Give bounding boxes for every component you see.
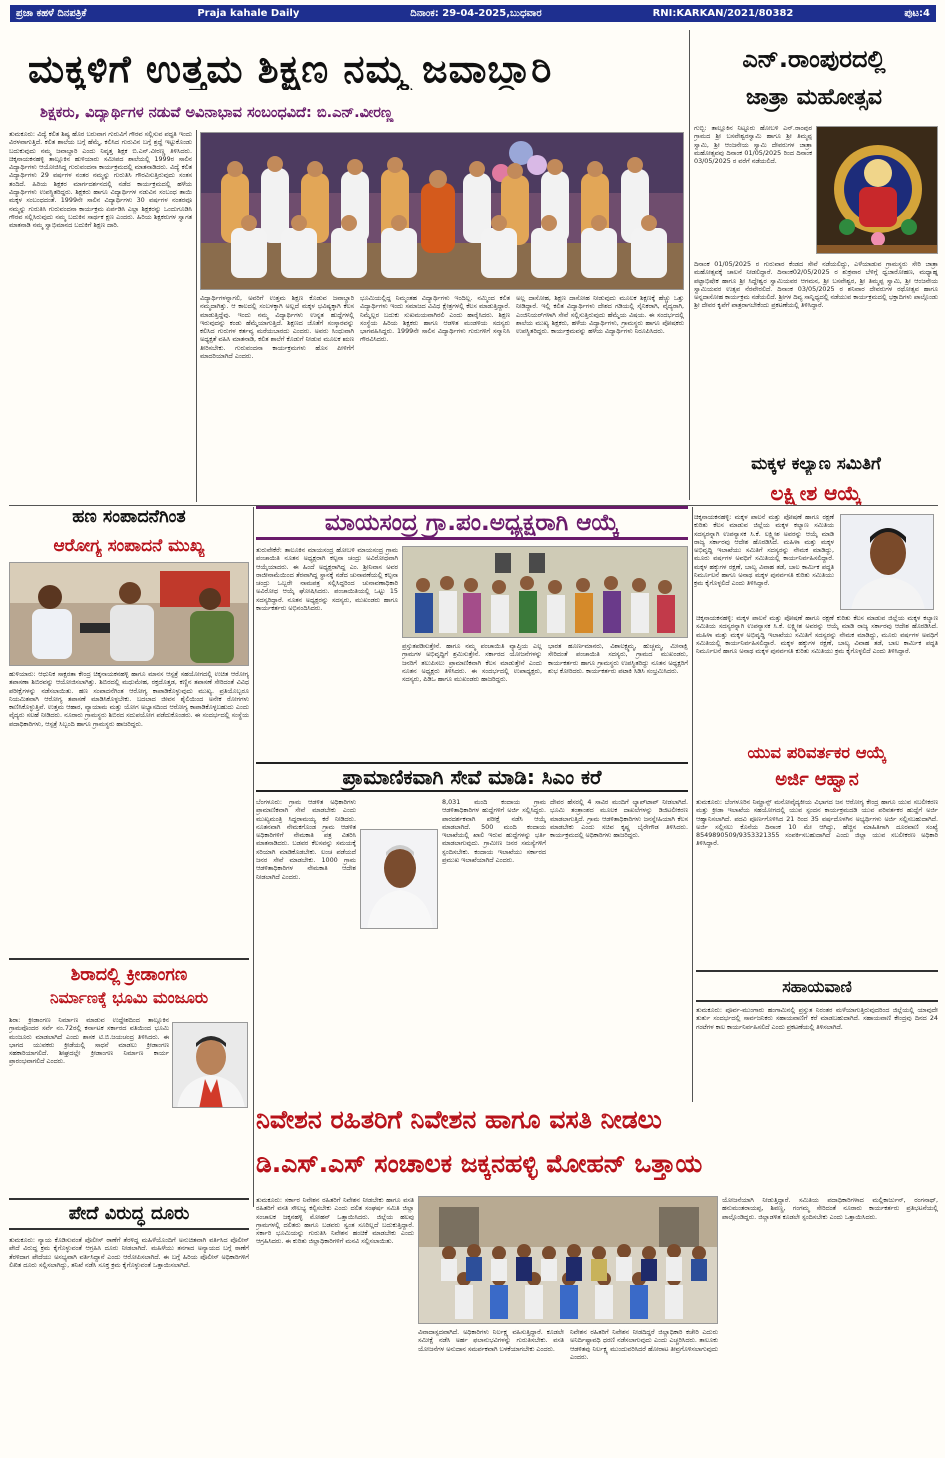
lead-group-photo [200, 132, 684, 290]
dss-column-4: ಯೋಜನೆಯಾಗಿ ನೀಡುತ್ತಿದ್ದಾರೆ. ಸಮಿತಿಯ ಪದಾಧಿಕಾರಿಗಳಾದ ಮಲ್ಲಿಕಾರ್ಜುನ್, ರಂಗನಾಥ್, ಹನುಮಂತರಾಯಪ್ಪ, ಶಿವಣ್ಣ, ಗಂಗಮ್ಮ ಸೇರಿದಂತೆ ನೂರಾರು ಕಾರ್ಯಕರ್ತರು ಪ್ರತಿಭಟನೆಯಲ್ಲಿ ಪಾಲ್ಗೊಂಡಿದ್ದರು. ಜಿಲ್ಲಾಡಳಿತ ಕೂಡಲೇ ಸ್ಪಂದಿಸಬೇಕು ಎಂದು ಒತ್ತಾಯಿಸಿದರು. [722, 1196, 938, 1221]
mayasandra-column-1: ತುರುವೇಕೆರೆ: ತಾಲೂಕಿನ ಮಾಯಸಂದ್ರ ಹೋಬಳಿ ಮಾಯಸಂದ್ರ ಗ್ರಾಮ ಪಂಚಾಯಿತಿ ನೂತನ ಅಧ್ಯಕ್ಷರಾಗಿ ಕಲ್ಪನಾ ಚಂದ್ರು ಅವಿರೋಧವಾಗಿ ಆಯ್ಕೆಯಾದರು. ಈ ಹಿಂದೆ ಅಧ್ಯಕ್ಷರಾಗಿದ್ದ ಎಂ. ಶ್ರೀನಿವಾಸ ಅವರ ರಾಜೀನಾಮೆಯಿಂದ ತೆರವಾಗಿದ್ದ ಸ್ಥಾನಕ್ಕೆ ನಡೆದ ಚುನಾವಣೆಯಲ್ಲಿ ಕಲ್ಪನಾ ಚಂದ್ರು ಒಬ್ಬರೇ ನಾಮಪತ್ರ ಸಲ್ಲಿಸಿದ್ದರಿಂದ ಚುನಾವಣಾಧಿಕಾರಿ ಅವಿರೋಧ ಆಯ್ಕೆ ಘೋಷಿಸಿದರು. ಪಂಚಾಯಿತಿಯಲ್ಲಿ ಒಟ್ಟು 15 ಸದಸ್ಯರಿದ್ದಾರೆ. ನೂತನ ಅಧ್ಯಕ್ಷರನ್ನು ಸದಸ್ಯರು, ಮುಖಂಡರು ಹಾಗೂ ಕಾರ್ಯಕರ್ತರು ಅಭಿನಂದಿಸಿದರು. [256, 546, 398, 613]
lead-column-3: ಭೂಮಿಯಲ್ಲಿದ್ದ ನಿಮ್ಮಂತಹ ವಿದ್ಯಾರ್ಥಿಗಳು ಇಂದಿಲ್ಲ. ನಮ್ಮಿಂದ ಕಲಿತ ವಿದ್ಯಾರ್ಥಿಗಳು ಇಂದು ಸಮಾಜದ ವಿವಿಧ ಕ್ಷೇತ್ರಗಳಲ್ಲಿ ಕೆಲಸ ಮಾಡುತ್ತಿದ್ದಾರೆ. ನಿಮ್ಮೆಲ್ಲರ ಬದುಕು ಸುಖಮಯವಾಗಿರಲಿ ಎಂದು ಹಾರೈಸಿದರು. ಶಿಕ್ಷಣ ಸಂಸ್ಥೆಯ ಹಿರಿಯ ಶಿಕ್ಷಕರು ಹಾಗೂ ಆಡಳಿತ ಮಂಡಳಿಯ ಸದಸ್ಯರು ಭಾಗವಹಿಸಿದ್ದರು. 1999ನೇ ಸಾಲಿನ ವಿದ್ಯಾರ್ಥಿಗಳು ಗುರುಗಳಿಗೆ ಸನ್ಮಾನಿಸಿ ಗೌರವಿಸಿದರು. [360, 294, 510, 344]
masthead-date: ದಿನಾಂಕ: 29-04-2025,ಬುಧವಾರ [410, 8, 542, 19]
makkala-title-line2: ಲಕ್ಷ್ಮೀಶ ಆಯ್ಕೆ [770, 481, 862, 505]
cm-column-3: ದೇವರ ಹೆಸರಲ್ಲಿ 4 ಸಾವಿರ ಮಂದಿಗೆ ಲ್ಯಾಪ್‌ಟಾಪ್ ನೀಡಲಾಗಿದೆ. ಭೂಮಿ ತಂತ್ರಾಂಶದ ಮೂಲಕ ದಾಖಲೆಗಳನ್ನು ಡಿಜಿಟಲೀಕರಣ ಮಾಡಲಾಗುತ್ತಿದೆ. ಗ್ರಾಮ ಆಡಳಿತಾಧಿಕಾರಿಗಳು ಜನಸ್ನೇಹಿಯಾಗಿ ಕೆಲಸ ಮಾಡಬೇಕು ಎಂದು ಸಚಿವ ಕೃಷ್ಣ ಬೈರೇಗೌಡ ತಿಳಿಸಿದರು. ಕಾರ್ಯಕ್ರಮದಲ್ಲಿ ಅಧಿಕಾರಿಗಳು ಹಾಜರಿದ್ದರು. [550, 798, 688, 840]
makkala-body-top: ಚಿಕ್ಕನಾಯಕನಹಳ್ಳಿ: ಮಕ್ಕಳ ಪಾಲನೆ ಮತ್ತು ಪೋಷಣೆ ಹಾಗೂ ರಕ್ಷಣೆ ಕುರಿತು ಕೆಲಸ ಮಾಡುವ ಜಿಲ್ಲೆಯ ಮಕ್ಕಳ ಕಲ್ಯಾಣ ಸಮಿತಿಯ ಸದಸ್ಯರನ್ನಾಗಿ ಉಪನ್ಯಾಸಕ ಸಿ.ಕೆ. ಲಕ್ಷ್ಮೀಶ ಅವರನ್ನು ಆಯ್ಕೆ ಮಾಡಿ ರಾಜ್ಯ ಸರ್ಕಾರವು ಆದೇಶ ಹೊರಡಿಸಿದೆ. ಮಹಿಳಾ ಮತ್ತು ಮಕ್ಕಳ ಅಭಿವೃದ್ಧಿ ಇಲಾಖೆಯು ಸಮಿತಿಗೆ ಸದಸ್ಯರನ್ನು ನೇಮಕ ಮಾಡಿದ್ದು, ಮೂರು ವರ್ಷಗಳ ಅವಧಿಗೆ ಸಮಿತಿಯಲ್ಲಿ ಕಾರ್ಯನಿರ್ವಹಿಸಲಿದ್ದಾರೆ. ಮಕ್ಕಳ ಹಕ್ಕುಗಳ ರಕ್ಷಣೆ, ಬಾಲ್ಯ ವಿವಾಹ ತಡೆ, ಬಾಲ ಕಾರ್ಮಿಕ ಪದ್ಧತಿ ನಿರ್ಮೂಲನೆ ಹಾಗೂ ಅನಾಥ ಮಕ್ಕಳ ಪುನರ್ವಸತಿ ಕುರಿತು ಸಮಿತಿಯು ಕ್ರಮ ಕೈಗೊಳ್ಳಲಿದೆ ಎಂದು ತಿಳಿಸಿದ್ದಾರೆ. [694, 513, 834, 588]
yuva-title-line2: ಅರ್ಜಿ ಆಹ್ವಾನ [775, 769, 859, 790]
hana-title-line1: ಹಣ ಸಂಪಾದನೆಗಿಂತ [72, 507, 186, 527]
shira-title-line1: ಶಿರಾದಲ್ಲಿ ಕ್ರೀಡಾಂಗಣ [9, 958, 249, 988]
jathre-deity-photo [816, 126, 938, 254]
shira-title-line2: ನಿರ್ಮಾಣಕ್ಕೆ ಭೂಮಿ ಮಂಜೂರು [49, 989, 209, 1007]
lead-subhead: ಶಿಕ್ಷಕರು, ವಿದ್ಯಾರ್ಥಿಗಳ ನಡುವೆ ಅವಿನಾಭಾವ ಸಂಬಂಧವಿದೆ: ಬಿ.ಎನ್.ವೀರಣ್ಣ [40, 105, 394, 121]
lead-headline: ಮಕ್ಕಳಿಗೆ ಉತ್ತಮ ಶಿಕ್ಷಣ ನಮ್ಮ ಜವಾಬ್ದಾರಿ [28, 48, 553, 90]
dss-column-3: ನಿವೇಶನ ರಹಿತರಿಗೆ ನಿವೇಶನ ನೀಡದಿದ್ದರೆ ಜಿಲ್ಲಾಧಿಕಾರಿ ಕಚೇರಿ ಎದುರು ಅನಿರ್ದಿಷ್ಟಾವಧಿ ಧರಣಿ ನಡೆಸಲಾಗುವುದು ಎಂದು ಎಚ್ಚರಿಸಿದರು. ತಾಲೂಕು ಆಡಳಿತವು ನಿರ್ಲಕ್ಷ್ಯ ಮುಂದುವರಿಸಿದರೆ ಹೋರಾಟ ತೀವ್ರಗೊಳಿಸಲಾಗುವುದು ಎಂದರು. [570, 1328, 718, 1361]
makkala-title-line1: ಮಕ್ಕಳ ಕಲ್ಯಾಣ ಸಮಿತಿಗೆ [751, 454, 881, 474]
health-camp-photo [9, 562, 249, 666]
sahaya-body: ತುಮಕೂರು: ಪೂರ್ವ-ಮುಂಗಾರು ಹಂಗಾಮಿನಲ್ಲಿ ಪ್ರಸ್ತುತ ನಿರಂತರ ಮಳೆಯಾಗುತ್ತಿರುವುದರಿಂದ ಜಿಲ್ಲೆಯಲ್ಲಿ ಯಾವುದೇ ತುರ್ತು ಸಂದರ್ಭದಲ್ಲಿ ಸಾರ್ವಜನಿಕರು ಸಹಾಯವಾಣಿಗೆ ಕರೆ ಮಾಡಬಹುದಾಗಿದೆ. ಸಹಾಯವಾಣಿ ಕೇಂದ್ರವು ದಿನದ 24 ಗಂಟೆಗಳ ಕಾಲ ಕಾರ್ಯನಿರ್ವಹಿಸಲಿದೆ ಎಂದು ಪ್ರಕಟಣೆಯಲ್ಲಿ ತಿಳಿಸಲಾಗಿದೆ. [696, 1006, 938, 1031]
masthead-page: ಪುಟ:4 [904, 8, 930, 19]
lead-column-2: ವಿದ್ಯಾರ್ಥಿಗಳನ್ನಾಗಲಿ, ಅವರಿಗೆ ಉತ್ತಮ ಶಿಕ್ಷಣ ಕೊಡುವ ಜವಾಬ್ದಾರಿ ನಮ್ಮದಾಗಿತ್ತು. ಆ ಕಾಲದಲ್ಲಿ ಸಂಬಳಕ್ಕಾಗಿ ಅಲ್ಲದೆ ಮಕ್ಕಳ ಭವಿಷ್ಯಕ್ಕಾಗಿ ಕೆಲಸ ಮಾಡುತ್ತಿದ್ದೆವು. ಇಂದು ನಮ್ಮ ವಿದ್ಯಾರ್ಥಿಗಳು ಉನ್ನತ ಹುದ್ದೆಗಳಲ್ಲಿ ಇರುವುದನ್ನು ಕಂಡು ಹೆಮ್ಮೆಯಾಗುತ್ತಿದೆ. ಶಿಕ್ಷಣದ ಜೊತೆಗೆ ಸಂಸ್ಕಾರವನ್ನು ಕಲಿಸಿದ ಗುರುಗಳ ಕರ್ತವ್ಯ ಮರೆಯಬಾರದು ಎಂದರು. ಅವರು ಸಿಂಧುವಾಗಿ ಅಧ್ಯಕ್ಷತೆ ವಹಿಸಿ ಮಾತನಾಡಿ, ಕಲಿತ ಶಾಲೆಗೆ ಕೊಡುಗೆ ನೀಡುವ ಮೂಲಕ ಋಣ ತೀರಿಸಬೇಕು. ಗುರುವಂದನಾ ಕಾರ್ಯಕ್ರಮಗಳು ಹೊಸ ಪೀಳಿಗೆಗೆ ಮಾದರಿಯಾಗಿದೆ ಎಂದರು. [200, 294, 354, 361]
makkala-body-continued: ಚಿಕ್ಕನಾಯಕನಹಳ್ಳಿ: ಮಕ್ಕಳ ಪಾಲನೆ ಮತ್ತು ಪೋಷಣೆ ಹಾಗೂ ರಕ್ಷಣೆ ಕುರಿತು ಕೆಲಸ ಮಾಡುವ ಜಿಲ್ಲೆಯ ಮಕ್ಕಳ ಕಲ್ಯಾಣ ಸಮಿತಿಯ ಸದಸ್ಯರನ್ನಾಗಿ ಉಪನ್ಯಾಸಕ ಸಿ.ಕೆ. ಲಕ್ಷ್ಮೀಶ ಅವರನ್ನು ಆಯ್ಕೆ ಮಾಡಿ ರಾಜ್ಯ ಸರ್ಕಾರವು ಆದೇಶ ಹೊರಡಿಸಿದೆ. ಮಹಿಳಾ ಮತ್ತು ಮಕ್ಕಳ ಅಭಿವೃದ್ಧಿ ಇಲಾಖೆಯು ಸಮಿತಿಗೆ ಸದಸ್ಯರನ್ನು ನೇಮಕ ಮಾಡಿದ್ದು, ಮೂರು ವರ್ಷಗಳ ಅವಧಿಗೆ ಸಮಿತಿಯಲ್ಲಿ ಕಾರ್ಯನಿರ್ವಹಿಸಲಿದ್ದಾರೆ. ಮಕ್ಕಳ ಹಕ್ಕುಗಳ ರಕ್ಷಣೆ, ಬಾಲ್ಯ ವಿವಾಹ ತಡೆ, ಬಾಲ ಕಾರ್ಮಿಕ ಪದ್ಧತಿ ನಿರ್ಮೂಲನೆ ಹಾಗೂ ಅನಾಥ ಮಕ್ಕಳ ಪುನರ್ವಸತಿ ಕುರಿತು ಸಮಿತಿಯು ಕ್ರಮ ಕೈಗೊಳ್ಳಲಿದೆ ಎಂದು ತಿಳಿಸಿದ್ದಾರೆ. [696, 614, 938, 656]
yuva-body: ತುಮಕೂರು: ಬೆಂಗಳೂರಿನ ನಿಮ್ಹಾನ್ಸ್ ಮನೋವೈದ್ಯಕೀಯ ವಿಭಾಗದ ಜನ ಆರೋಗ್ಯ ಕೇಂದ್ರ ಹಾಗೂ ಯುವ ಸಬಲೀಕರಣ ಮತ್ತು ಕ್ರೀಡಾ ಇಲಾಖೆಯ ಸಹಯೋಗದಲ್ಲಿ ಯುವ ಸ್ಪಂದನ ಕಾರ್ಯಕ್ರಮದಡಿ ಯುವ ಪರಿವರ್ತಕರ ಹುದ್ದೆಗೆ ಅರ್ಜಿ ಆಹ್ವಾನಿಸಲಾಗಿದೆ. ಪದವಿ ಪೂರ್ಣಗೊಳಿಸಿದ 21 ರಿಂದ 35 ವರ್ಷದೊಳಗಿನ ಅಭ್ಯರ್ಥಿಗಳು ಅರ್ಜಿ ಸಲ್ಲಿಸಬಹುದಾಗಿದೆ. ಅರ್ಜಿ ಸಲ್ಲಿಸಲು ಕೊನೆಯ ದಿನಾಂಕ 10 ಮೇ ಆಗಿದ್ದು, ಹೆಚ್ಚಿನ ಮಾಹಿತಿಗಾಗಿ ದೂರವಾಣಿ ಸಂಖ್ಯೆ 8549890509/9353321355 ಸಂಪರ್ಕಿಸಬಹುದಾಗಿದೆ ಎಂದು ಜಿಲ್ಲಾ ಯುವ ಸಬಲೀಕರಣ ಅಧಿಕಾರಿ ತಿಳಿಸಿದ್ದಾರೆ. [696, 798, 938, 848]
yuva-title-line1: ಯುವ ಪರಿವರ್ತಕರ ಆಯ್ಕೆ [747, 743, 887, 762]
jathre-body: ದಿನಾಂಕ 01/05/2025 ರ ಗುರುವಾರ ಕೆಂಡದ ಸೇವೆ ನಡೆಯಲಿದ್ದು, ಎಳೆಯಾಡುವ ಗ್ರಾಮಸ್ಥರು ಸೇರಿ ಜಾತ್ರಾ ಮಹೋತ್ಸವಕ್ಕೆ ಚಾಲನೆ ನೀಡಲಿದ್ದಾರೆ. ದಿನಾಂಕ02/05/2025 ರ ಶುಕ್ರವಾರ ಬೆಳಿಗ್ಗೆ ಧ್ವಜಾರೋಹಣ, ಮಧ್ಯಾಹ್ನ ಪಟ್ಟಾಭಿಷೇಕ ಹಾಗೂ ಶ್ರೀ ಸಿದ್ದೇಶ್ವರ ಸ್ವಾಮಿಯವರ ಆಗಮನ, ಶ್ರೀ ಬಸವೇಶ್ವರ, ಶ್ರೀ ತಿಮ್ಮಪ್ಪ ಸ್ವಾಮಿ, ಶ್ರೀ ಆಂಜನೇಯ ಸ್ವಾಮಿಯವರ ಉತ್ಸವ ನೆರವೇರಲಿದೆ. ದಿನಾಂಕ 03/05/2025 ರ ಶನಿವಾರ ದೇವರುಗಳ ರಥೋತ್ಸವ ಹಾಗೂ ಅನ್ನದಾಸೋಹ ಕಾರ್ಯಕ್ರಮ ನಡೆಯಲಿದೆ. ಶ್ರೀಗಳ ದಿವ್ಯ ಸಾನ್ನಿಧ್ಯದಲ್ಲಿ ನಡೆಯುವ ಕಾರ್ಯಕ್ರಮದಲ್ಲಿ ಭಕ್ತಾದಿಗಳು ಪಾಲ್ಗೊಂಡು ಶ್ರೀ ದೇವರ ಕೃಪೆಗೆ ಪಾತ್ರರಾಗಬೇಕೆಂದು ಪ್ರಕಟಣೆಯಲ್ಲಿ ತಿಳಿಸಿದ್ದಾರೆ. [694, 260, 938, 310]
mayasandra-headline: ಮಾಯಸಂದ್ರ ಗ್ರಾ.ಪಂ.ಅಧ್ಯಕ್ಷರಾಗಿ ಆಯ್ಕೆ [256, 506, 688, 540]
dss-headline-line2: ಡಿ.ಎಸ್.ಎಸ್ ಸಂಚಾಲಕ ಜಕ್ಕನಹಳ್ಳಿ ಮೋಹನ್ ಒತ್ತಾಯ [256, 1149, 703, 1178]
jathre-intro: ಗುಬ್ಬಿ: ತಾಲ್ಲೂಕಿನ ನಿಟ್ಟೂರು ಹೋಬಳಿ ಎನ್.ರಾಂಪುರ ಗ್ರಾಮದ ಶ್ರೀ ಬಸವೇಶ್ವರಸ್ವಾಮಿ ಹಾಗೂ ಶ್ರೀ ತಿಮ್ಮಪ್ಪ ಸ್ವಾಮಿ, ಶ್ರೀ ಆಂಜನೇಯ ಸ್ವಾಮಿ ದೇವರುಗಳ ಜಾತ್ರಾ ಮಹೋತ್ಸವವು ದಿನಾಂಕ 01/05/2025 ರಿಂದ ದಿನಾಂಕ 03/05/2025 ರ ವರೆಗೆ ನಡೆಯಲಿದೆ. [694, 124, 812, 166]
lakshmisha-portrait [840, 514, 934, 610]
masthead [10, 5, 936, 22]
jathre-title-line2: ಜಾತ್ರಾ ಮಹೋತ್ಸವ [746, 85, 882, 110]
sahaya-title: ಸಹಾಯವಾಣಿ [696, 970, 938, 1002]
pede-body: ತುಮಕೂರು: ನ್ಯಾಯ ಕೊಡಿಸುವಂತೆ ಪೊಲೀಸ್ ಠಾಣೆಗೆ ತೆರಳಿದ್ದ ಮಹಿಳೆಯೊಂದಿಗೆ ಅನುಚಿತವಾಗಿ ವರ್ತಿಸಿದ ಪೊಲೀಸ್ ಪೇದೆ ವಿರುದ್ಧ ಕ್ರಮ ಕೈಗೊಳ್ಳುವಂತೆ ಆಗ್ರಹಿಸಿ ದೂರು ನೀಡಲಾಗಿದೆ. ಮಹಿಳೆಯು ತನಗಾದ ಅನ್ಯಾಯದ ಬಗ್ಗೆ ಠಾಣೆಗೆ ತೆರಳಿದಾಗ ಪೇದೆಯು ಅಸಭ್ಯವಾಗಿ ವರ್ತಿಸಿದ್ದಾನೆ ಎಂದು ಆರೋಪಿಸಲಾಗಿದೆ. ಈ ಬಗ್ಗೆ ಹಿರಿಯ ಪೊಲೀಸ್ ಅಧಿಕಾರಿಗಳಿಗೆ ಲಿಖಿತ ದೂರು ಸಲ್ಲಿಸಲಾಗಿದ್ದು, ತನಿಖೆ ನಡೆಸಿ ಸೂಕ್ತ ಕ್ರಮ ಕೈಗೊಳ್ಳುವಂತೆ ಒತ್ತಾಯಿಸಲಾಗಿದೆ. [9, 1236, 249, 1269]
jayachandra-portrait [172, 1022, 248, 1108]
mayasandra-column-3: ಭಾರತ ಹೂರ್ಣಮಾನರು, ವಿಶಾಲಕ್ಷ್ಮಮ್ಮ, ಹುಚ್ಚಮ್ಮ, ಮೀನಾಕ್ಷಿ ಸೇರಿದಂತೆ ಪಂಚಾಯಿತಿ ಸದಸ್ಯರು, ಗ್ರಾಮದ ಮುಖಂಡರು, ಕಾರ್ಯಕರ್ತರು ಹಾಗೂ ಗ್ರಾಮಸ್ಥರು ಉಪಸ್ಥಿತರಿದ್ದು ನೂತನ ಅಧ್ಯಕ್ಷರಿಗೆ ಶುಭ ಕೋರಿದರು. ಕಾರ್ಯಕರ್ತರು ಪಟಾಕಿ ಸಿಡಿಸಿ ಸಂಭ್ರಮಿಸಿದರು. [548, 642, 688, 675]
hana-title-line2: ಆರೋಗ್ಯ ಸಂಪಾದನೆ ಮುಖ್ಯ [53, 536, 205, 556]
mayasandra-photo [402, 546, 688, 638]
lead-column-1: ತುಮಕೂರು: ವಿದ್ಯೆ ಕಲಿತ ಶಿಷ್ಯ ಹೊರ ಬರುವಾಗ ಗುರುವಿಗೆ ಗೌರವ ಸಲ್ಲಿಸುವ ಪದ್ಧತಿ ಇಂದು ವಿರಳವಾಗುತ್ತಿದೆ. ಕಲಿತ ಶಾಲೆಯ ಬಗ್ಗೆ ಹೆಮ್ಮೆ, ಕಲಿಸಿದ ಗುರುವಿನ ಬಗ್ಗೆ ಶ್ರದ್ಧೆ ಇಟ್ಟುಕೊಂಡು ಬದುಕುವುದು ನಮ್ಮ ಜವಾಬ್ದಾರಿ ಎಂದು ನಿವೃತ್ತ ಶಿಕ್ಷಕ ಬಿ.ಎನ್.ವೀರಣ್ಣ ತಿಳಿಸಿದರು. ಚಿಕ್ಕನಾಯಕನಹಳ್ಳಿ ತಾಲ್ಲೂಕಿನ ಹುಳಿಯಾರು ಸಮೀಪದ ಶಾಲೆಯಲ್ಲಿ 1999ರ ಸಾಲಿನ ವಿದ್ಯಾರ್ಥಿಗಳು ಆಯೋಜಿಸಿದ್ದ ಗುರುವಂದನಾ ಕಾರ್ಯಕ್ರಮದಲ್ಲಿ ಮಾತನಾಡಿದರು. ವಿದ್ಯೆ ಕಲಿತ ವಿದ್ಯಾರ್ಥಿಗಳು 29 ವರ್ಷಗಳ ನಂತರ ನಮ್ಮನ್ನು ಗುರುತಿಸಿ ಗೌರವಿಸುತ್ತಿರುವುದು ಸಂತಸ ತಂದಿದೆ. ಹಿರಿಯ ಶಿಕ್ಷಕರ ಮಾರ್ಗದರ್ಶನದಲ್ಲಿ ನಡೆದ ಕಾರ್ಯಕ್ರಮದಲ್ಲಿ ಹಳೆಯ ವಿದ್ಯಾರ್ಥಿಗಳು ಉಪಸ್ಥಿತರಿದ್ದರು. ಶಿಕ್ಷಕರು ಹಾಗೂ ವಿದ್ಯಾರ್ಥಿಗಳ ನಡುವಿನ ಸಂಬಂಧ ತಾಯಿ ಮಕ್ಕಳ ಸಂಬಂಧದಂತೆ. 1999ನೇ ಸಾಲಿನ ವಿದ್ಯಾರ್ಥಿಗಳು 30 ವರ್ಷಗಳ ನಂತರವೂ ನಮ್ಮನ್ನು ಗುರುತಿಸಿ ಗುರುವಂದನಾ ಕಾರ್ಯಕ್ರಮ ಏರ್ಪಡಿಸಿ ಎಲ್ಲಾ ಶಿಕ್ಷಕರನ್ನು ಒಂದುಗೂಡಿಸಿ ಗೌರವ ಸಲ್ಲಿಸಿರುವುದು ನಮ್ಮ ಬದುಕಿನ ಸಾರ್ಥಕ ಕ್ಷಣ ಎಂದರು. ಹಿರಿಯ ಶಿಕ್ಷಕರುಗಳ ಸ್ವಾಗತ ಮಾತನಾಡಿ ನಮ್ಮ ಸ್ವಾಭಿಮಾನದ ಬದುಕಿಗೆ ಶಿಕ್ಷಣ ದಾರಿ. [9, 130, 192, 230]
hana-body: ಹುಳಿಯಾರು: ಆಧುನಿಕ ಸಾಕ್ಷರತಾ ಕೇಂದ್ರ ಚಿಕ್ಕನಾಯಕನಹಳ್ಳಿ ಹಾಗೂ ಮಾನಸ ಆಸ್ಪತ್ರೆ ಸಹಯೋಗದಲ್ಲಿ ಉಚಿತ ಆರೋಗ್ಯ ತಪಾಸಣಾ ಶಿಬಿರವನ್ನು ಆಯೋಜಿಸಲಾಗಿತ್ತು. ಶಿಬಿರದಲ್ಲಿ ಮಧುಮೇಹ, ರಕ್ತದೊತ್ತಡ, ಕಣ್ಣಿನ ತಪಾಸಣೆ ಸೇರಿದಂತೆ ವಿವಿಧ ಪರೀಕ್ಷೆಗಳನ್ನು ನಡೆಸಲಾಯಿತು. ಹಣ ಸಂಪಾದನೆಗಿಂತ ಆರೋಗ್ಯ ಕಾಪಾಡಿಕೊಳ್ಳುವುದು ಮುಖ್ಯ. ಪ್ರತಿಯೊಬ್ಬರೂ ನಿಯಮಿತವಾಗಿ ಆರೋಗ್ಯ ತಪಾಸಣೆ ಮಾಡಿಸಿಕೊಳ್ಳಬೇಕು. ಬದಲಾದ ಜೀವನ ಶೈಲಿಯಿಂದ ಅನೇಕ ರೋಗಗಳು ಕಾಣಿಸಿಕೊಳ್ಳುತ್ತಿವೆ. ಉತ್ತಮ ಆಹಾರ, ವ್ಯಾಯಾಮ ಮತ್ತು ಯೋಗ ಅಭ್ಯಾಸದಿಂದ ಆರೋಗ್ಯ ಕಾಪಾಡಿಕೊಳ್ಳಬಹುದು ಎಂದು ವೈದ್ಯರು ಸಲಹೆ ನೀಡಿದರು. ನೂರಾರು ಗ್ರಾಮಸ್ಥರು ಶಿಬಿರದ ಸದುಪಯೋಗ ಪಡೆದುಕೊಂಡರು. ಈ ಸಂದರ್ಭದಲ್ಲಿ ಸಂಸ್ಥೆಯ ಪದಾಧಿಕಾರಿಗಳು, ಆಸ್ಪತ್ರೆ ಸಿಬ್ಬಂದಿ ಹಾಗೂ ಗ್ರಾಮಸ್ಥರು ಹಾಜರಿದ್ದರು. [9, 670, 249, 728]
jathre-title-line1: ಎನ್.ರಾಂಪುರದಲ್ಲಿ [742, 45, 886, 73]
masthead-paper-name: Praja kahale Daily [197, 8, 300, 19]
shira-body: ಶಿರಾ: ಕ್ರೀಡಾಂಗಣ ನಿರ್ಮಾಣ ಮಾಡುವ ಉದ್ದೇಶದಿಂದ ತಾಲ್ಲೂಕಿನ ಗ್ರಾಮವೊಂದರ ಸರ್ವೆ ನಂ.72ರಲ್ಲಿ ಕರ್ನಾಟಕ ಸರ್ಕಾರದ ವತಿಯಿಂದ ಭೂಮಿ ಮಂಜೂರು ಮಾಡಲಾಗಿದೆ ಎಂದು ಶಾಸಕ ಟಿ.ಬಿ.ಜಯಚಂದ್ರ ತಿಳಿಸಿದರು. ಈ ಭಾಗದ ಯುವಕರು ಕ್ರೀಡೆಯಲ್ಲಿ ಸಾಧನೆ ಮಾಡಲು ಕ್ರೀಡಾಂಗಣ ಸಹಕಾರಿಯಾಗಲಿದೆ. ಶೀಘ್ರದಲ್ಲೇ ಕ್ರೀಡಾಂಗಣ ನಿರ್ಮಾಣ ಕಾರ್ಯ ಪ್ರಾರಂಭವಾಗಲಿದೆ ಎಂದರು. [9, 1016, 169, 1066]
masthead-rni: RNI:KARKAN/2021/80382 [652, 8, 794, 19]
cm-column-1: ಬೆಂಗಳೂರು: ಗ್ರಾಮ ಆಡಳಿತ ಅಧಿಕಾರಿಗಳು ಪ್ರಾಮಾಣಿಕವಾಗಿ ಸೇವೆ ಮಾಡಬೇಕು ಎಂದು ಮುಖ್ಯಮಂತ್ರಿ ಸಿದ್ದರಾಮಯ್ಯ ಕರೆ ನೀಡಿದರು. ನೂತನವಾಗಿ ನೇಮಕಗೊಂಡ ಗ್ರಾಮ ಆಡಳಿತ ಅಧಿಕಾರಿಗಳಿಗೆ ನೇಮಕಾತಿ ಪತ್ರ ವಿತರಿಸಿ ಮಾತನಾಡಿದರು. ಬಡವರ ಕೆಲಸವನ್ನು ಸಮಯಕ್ಕೆ ಸರಿಯಾಗಿ ಮಾಡಿಕೊಡಬೇಕು. ಲಂಚ ಪಡೆಯದೆ ಜನರ ಸೇವೆ ಮಾಡಬೇಕು. 1000 ಗ್ರಾಮ ಆಡಳಿತಾಧಿಕಾರಿಗಳ ನೇಮಕಾತಿ ಆದೇಶ ನೀಡಲಾಗಿದೆ ಎಂದರು. [256, 798, 356, 881]
dss-column-1: ತುಮಕೂರು: ಸರ್ಕಾರ ನಿವೇಶನ ರಹಿತರಿಗೆ ನಿವೇಶನ ನೀಡಬೇಕು ಹಾಗೂ ವಸತಿ ರಹಿತರಿಗೆ ವಸತಿ ಸೌಲಭ್ಯ ಕಲ್ಪಿಸಬೇಕು ಎಂದು ದಲಿತ ಸಂಘರ್ಷ ಸಮಿತಿ ಜಿಲ್ಲಾ ಸಂಚಾಲಕ ಜಕ್ಕನಹಳ್ಳಿ ಮೋಹನ್ ಒತ್ತಾಯಿಸಿದರು. ಜಿಲ್ಲೆಯ ಹಲವು ಗ್ರಾಮಗಳಲ್ಲಿ ದಲಿತರು ಹಾಗೂ ಬಡವರು ಸ್ವಂತ ಸೂರಿಲ್ಲದೆ ಬದುಕುತ್ತಿದ್ದಾರೆ. ಸರ್ಕಾರಿ ಭೂಮಿಯನ್ನು ಗುರುತಿಸಿ ನಿವೇಶನ ಹಂಚಿಕೆ ಮಾಡಬೇಕು ಎಂದು ಆಗ್ರಹಿಸಿದರು. ಈ ಕುರಿತು ಜಿಲ್ಲಾಧಿಕಾರಿಗಳಿಗೆ ಮನವಿ ಸಲ್ಲಿಸಲಾಯಿತು. [256, 1196, 414, 1246]
masthead-left-label: ಪ್ರಜಾ ಕಹಳೆ ದಿನಪತ್ರಿಕೆ [16, 8, 87, 19]
dss-group-photo [418, 1196, 718, 1324]
dss-headline-line1: ನಿವೇಶನ ರಹಿತರಿಗೆ ನಿವೇಶನ ಹಾಗೂ ವಸತಿ ನೀಡಲು [256, 1105, 662, 1134]
cm-photo [360, 829, 438, 929]
mayasandra-column-2: ಪ್ರಸ್ತುತಪಡಿಸುತ್ತೇನೆ. ಹಾಗೂ ನಮ್ಮ ಪಂಚಾಯಿತಿ ವ್ಯಾಪ್ತಿಯ ಎಲ್ಲ ಗ್ರಾಮಗಳ ಅಭಿವೃದ್ಧಿಗೆ ಶ್ರಮಿಸುತ್ತೇನೆ. ಸರ್ಕಾರದ ಯೋಜನೆಗಳನ್ನು ಜನರಿಗೆ ತಲುಪಿಸಲು ಪ್ರಾಮಾಣಿಕವಾಗಿ ಕೆಲಸ ಮಾಡುತ್ತೇನೆ ಎಂದು ನೂತನ ಅಧ್ಯಕ್ಷರು ತಿಳಿಸಿದರು. ಈ ಸಂದರ್ಭದಲ್ಲಿ ಉಪಾಧ್ಯಕ್ಷರು, ಸದಸ್ಯರು, ಪಿಡಿಒ ಹಾಗೂ ಮುಖಂಡರು ಹಾಜರಿದ್ದರು. [402, 642, 542, 684]
lead-column-4: ಅಲ್ಲ ದಾಸೋಹ, ಶಿಕ್ಷಣ ದಾಸೋಹ ನೀಡುವುದು ಮೂಲಕ ಶಿಕ್ಷಣಕ್ಕೆ ಹೆಚ್ಚು ಒತ್ತು ನೀಡಿದ್ದಾರೆ. ಇಲ್ಲಿ ಕಲಿತ ವಿದ್ಯಾರ್ಥಿಗಳು ದೇಶದ ಗಡಿಯಲ್ಲಿ ಸೈನಿಕರಾಗಿ, ವೈದ್ಯರಾಗಿ, ಎಂಜಿನಿಯರ್‌ಗಳಾಗಿ ಸೇವೆ ಸಲ್ಲಿಸುತ್ತಿರುವುದು ಹೆಮ್ಮೆಯ ವಿಷಯ. ಈ ಸಂದರ್ಭದಲ್ಲಿ ಶಾಲೆಯ ಮುಖ್ಯ ಶಿಕ್ಷಕರು, ಹಳೆಯ ವಿದ್ಯಾರ್ಥಿಗಳು, ಗ್ರಾಮಸ್ಥರು ಹಾಗೂ ಪೋಷಕರು ಉಪಸ್ಥಿತರಿದ್ದರು. ಕಾರ್ಯಕ್ರಮವನ್ನು ಹಳೆಯ ವಿದ್ಯಾರ್ಥಿಗಳು ನಿರೂಪಿಸಿದರು. [516, 294, 684, 336]
dss-column-2: ವಿವಾದಾಸ್ಪದವಾಗಿದೆ. ಅಧಿಕಾರಿಗಳು ನಿರ್ಲಕ್ಷ್ಯ ವಹಿಸುತ್ತಿದ್ದಾರೆ. ಕೂಡಲೇ ಸಮೀಕ್ಷೆ ನಡೆಸಿ ಅರ್ಹ ಫಲಾನುಭವಿಗಳನ್ನು ಗುರುತಿಸಬೇಕು. ವಸತಿ ಯೋಜನೆಗಳ ಅನುದಾನ ಸಮರ್ಪಕವಾಗಿ ಬಳಕೆಯಾಗಬೇಕು ಎಂದರು. [418, 1328, 564, 1353]
cm-headline: ಪ್ರಾಮಾಣಿಕವಾಗಿ ಸೇವೆ ಮಾಡಿ: ಸಿಎಂ ಕರೆ [256, 762, 688, 792]
cm-column-2: 8,031 ಮಂದಿ ಕಂದಾಯ ಗ್ರಾಮ ಆಡಳಿತಾಧಿಕಾರಿಗಳ ಹುದ್ದೆಗಳಿಗೆ ಅರ್ಜಿ ಸಲ್ಲಿಸಿದ್ದರು. ಪಾರದರ್ಶಕವಾಗಿ ಪರೀಕ್ಷೆ ನಡೆಸಿ ಆಯ್ಕೆ ಮಾಡಲಾಗಿದೆ. 500 ಮಂದಿ ಕಂದಾಯ ಇಲಾಖೆಯಲ್ಲಿ ಖಾಲಿ ಇರುವ ಹುದ್ದೆಗಳನ್ನು ಭರ್ತಿ ಮಾಡಲಾಗುವುದು. ಗ್ರಾಮೀಣ ಜನರ ಸಮಸ್ಯೆಗಳಿಗೆ ಸ್ಪಂದಿಸಬೇಕು. ಕಂದಾಯ ಇಲಾಖೆಯು ಸರ್ಕಾರದ ಪ್ರಮುಖ ಇಲಾಖೆಯಾಗಿದೆ ಎಂದರು. [442, 798, 546, 865]
pede-title: ಪೇದೆ ವಿರುದ್ಧ ದೂರು [9, 1198, 249, 1230]
